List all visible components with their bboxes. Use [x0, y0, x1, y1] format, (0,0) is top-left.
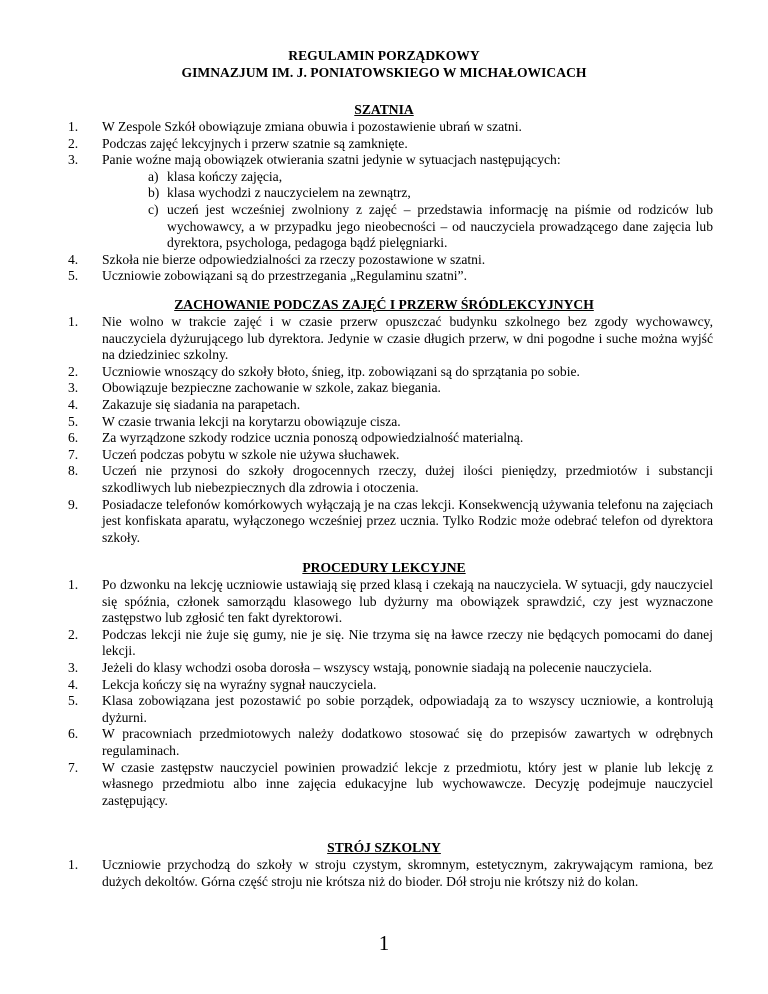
list-item-text: Panie woźne mają obowiązek otwierania szatni jedynie w sytuacjach następujących:	[102, 152, 561, 168]
sub-list-item-text: klasa wychodzi z nauczycielem na zewnątrz,	[167, 185, 411, 201]
list-item-text: Uczeń nie przynosi do szkoły drogocennych rzeczy, dużej ilości pieniędzy, przedmiotów i substancji szkodliwych lub niebezpiecznych dla zdrowia i otoczenia.	[102, 463, 713, 495]
section-list-procedury	[68, 577, 713, 809]
document-title-line-2: GIMNAZJUM IM. J. PONIATOWSKIEGO W MICHAŁOWICACH	[181, 65, 587, 80]
section-heading-szatnia: SZATNIA	[354, 102, 414, 117]
list-item-text: Uczniowie wnoszący do szkoły błoto, śnieg, itp. zobowiązani są do sprzątania po sobie.	[102, 363, 580, 379]
list-item-text: W czasie zastępstw nauczyciel powinien prowadzić lekcje z przedmiotu, który jest w planie lub lekcję z własnego przedmiotu albo inne zajęcia edukacyjne lub wychowawcze. Decyzję podejmuje nauczyciel zastępujący.	[102, 759, 713, 808]
list-item-number: 4.	[68, 396, 79, 412]
list-item-number: 8.	[68, 463, 79, 479]
list-item-number: 9.	[68, 496, 79, 512]
list-item-number: 6.	[68, 726, 79, 742]
list-item	[68, 627, 713, 660]
list-item-number: 5.	[68, 268, 79, 284]
list-item	[68, 497, 713, 547]
section-heading-stroj: STRÓJ SZKOLNY	[327, 840, 441, 855]
list-item-number: 1.	[68, 119, 79, 134]
list-item-text: Posiadacze telefonów komórkowych wyłączają je na czas lekcji. Konsekwencją używania telefonu na zajęciach jest konfiskata aparatu, wyłączonego wcześniej przez ucznia. Tylko Rodzic może odebrać telefon od dyrektora szkoły.	[102, 496, 713, 545]
list-item-text: Uczeń podczas pobytu w szkole nie używa słuchawek.	[102, 446, 400, 462]
list-item	[68, 857, 713, 890]
list-item-number: 5.	[68, 693, 79, 709]
sub-list-item-text: klasa kończy zajęcia,	[167, 168, 283, 184]
list-item	[68, 447, 713, 464]
list-item	[68, 726, 713, 759]
section-list-stroj	[68, 857, 713, 890]
list-item-number: 4.	[68, 251, 79, 267]
list-item-text: Uczniowie zobowiązani są do przestrzegania „Regulaminu szatni”.	[102, 268, 467, 284]
section-heading-zachowanie: ZACHOWANIE PODCZAS ZAJĘĆ I PRZERW ŚRÓDLEKCYJNYCH	[174, 297, 594, 312]
list-item	[68, 364, 713, 381]
section-list-szatnia	[68, 119, 713, 285]
list-item	[68, 252, 713, 269]
sub-list-item-letter: a)	[148, 168, 159, 184]
document-title-line-1: REGULAMIN PORZĄDKOWY	[288, 48, 480, 63]
sub-list-item-text: uczeń jest wcześniej zwolniony z zajęć – przedstawia informację na piśmie od rodziców lub wychowawcy, a w przypadku jego nieobecności – od nauczyciela prowadzącego dane zajęcia lub dyrektora, psychologa, pedagoga bądź pielęgniarki.	[167, 201, 713, 251]
list-item-number: 7.	[68, 759, 79, 775]
list-item	[68, 380, 713, 397]
section-list-zachowanie	[68, 314, 713, 546]
section-heading-procedury: PROCEDURY LEKCYJNE	[302, 560, 466, 575]
list-item-number: 7.	[68, 446, 79, 462]
sub-list-item	[68, 202, 713, 252]
list-item-text: Obowiązuje bezpieczne zachowanie w szkole, zakaz biegania.	[102, 380, 441, 396]
list-item-text: Po dzwonku na lekcję uczniowie ustawiają się przed klasą i czekają na nauczyciela. W sytuacji, gdy nauczyciel się spóźnia, członek samorządu klasowego lub dyżurny ma obowiązek sprawdzić, czy jest wyznaczone zastępstwo lub zgłosić ten fakt dyrektorowi.	[102, 577, 713, 626]
list-item-text: Nie wolno w trakcie zajęć i w czasie przerw opuszczać budynku szkolnego bez zgody wychowawcy, nauczyciela dyżurującego lub dyrektora. Jedynie w czasie długich przerw, w dni pogodne i suche można wyjść na dziedziniec szkolny.	[102, 314, 713, 363]
list-item	[68, 119, 713, 136]
list-item	[68, 660, 713, 677]
list-item-number: 3.	[68, 152, 79, 168]
list-item-text: Klasa zobowiązana jest pozostawić po sobie porządek, odpowiadają za to wszyscy uczniowie, a kontrolują dyżurni.	[102, 693, 713, 725]
list-item	[68, 677, 713, 694]
list-item-number: 4.	[68, 676, 79, 692]
list-item-text: Podczas lekcji nie żuje się gumy, nie je się. Nie trzyma się na ławce rzeczy nie będących pomocami do danej lekcji.	[102, 626, 713, 659]
list-item-text: Szkoła nie bierze odpowiedzialności za rzeczy pozostawione w szatni.	[102, 251, 486, 267]
list-item	[68, 414, 713, 431]
list-item-text: Podczas zajęć lekcyjnych i przerw szatnie są zamknięte.	[102, 135, 408, 151]
list-item-number: 1.	[68, 857, 79, 872]
list-item	[68, 463, 713, 496]
list-item-text: Uczniowie przychodzą do szkoły w stroju czystym, skromnym, estetycznym, zakrywającym ramiona, bez dużych dekoltów. Górna część stroju nie krótsza niż do bioder. Dół stroju nie krótszy niż do kolan.	[102, 857, 713, 889]
list-item	[68, 268, 713, 285]
list-item-number: 3.	[68, 380, 79, 396]
page-number: 1	[378, 931, 390, 955]
list-item-number: 5.	[68, 413, 79, 429]
list-item-text: W czasie trwania lekcji na korytarzu obowiązuje cisza.	[102, 413, 401, 429]
list-item-text: Lekcja kończy się na wyraźny sygnał nauczyciela.	[102, 676, 377, 692]
list-item	[68, 577, 713, 627]
sub-list-item	[68, 185, 713, 202]
list-item	[68, 760, 713, 810]
list-item-number: 6.	[68, 430, 79, 446]
list-item-text: Zakazuje się siadania na parapetach.	[102, 396, 301, 412]
sub-list-item-letter: c)	[148, 201, 159, 217]
list-item-text: Jeżeli do klasy wchodzi osoba dorosła – wszyscy wstają, ponownie siadają na polecenie nauczyciela.	[102, 659, 652, 675]
list-item	[68, 152, 713, 169]
list-item-number: 1.	[68, 314, 79, 329]
list-item	[68, 397, 713, 414]
list-item-number: 3.	[68, 659, 79, 675]
list-item	[68, 314, 713, 364]
list-item-number: 2.	[68, 135, 79, 151]
list-item-text: Za wyrządzone szkody rodzice ucznia ponoszą odpowiedzialność materialną.	[102, 430, 524, 446]
sub-list-item	[68, 169, 713, 186]
sub-list-item-letter: b)	[148, 185, 160, 201]
list-item-number: 2.	[68, 363, 79, 379]
list-item-number: 2.	[68, 626, 79, 642]
sub-list	[68, 169, 713, 252]
list-item	[68, 136, 713, 153]
list-item	[68, 693, 713, 726]
list-item-number: 1.	[68, 577, 79, 592]
list-item	[68, 430, 713, 447]
list-item-text: W pracowniach przedmiotowych należy dodatkowo stosować się do przepisów zawartych w odrębnych regulaminach.	[102, 726, 713, 758]
list-item-text: W Zespole Szkół obowiązuje zmiana obuwia i pozostawienie ubrań w szatni.	[102, 119, 522, 134]
